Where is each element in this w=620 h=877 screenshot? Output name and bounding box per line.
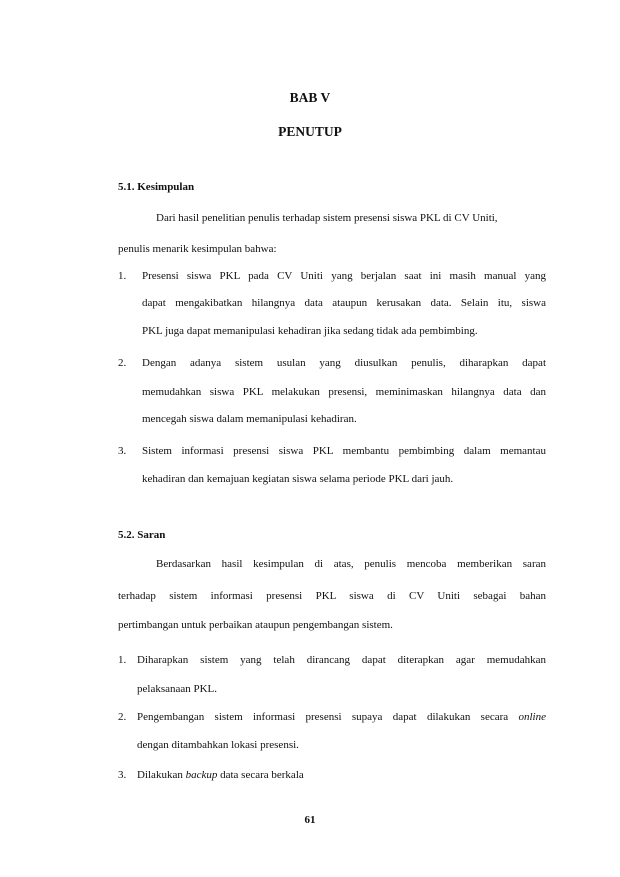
saran-item-3-text-before: Dilakukan xyxy=(137,769,186,781)
saran-intro-line-1: Berdasarkan hasil kesimpulan di atas, penulis mencoba memberikan saran xyxy=(156,558,546,570)
saran-item-3-line xyxy=(137,769,304,781)
saran-item-2-line-2: dengan ditambahkan lokasi presensi. xyxy=(137,739,299,751)
kesimpulan-item-2-number: 2. xyxy=(118,357,127,369)
saran-item-3-backup-italic: backup xyxy=(185,769,218,781)
kesimpulan-item-2-line-3: mencegah siswa dalam memanipulasi kehadiran. xyxy=(142,413,357,425)
kesimpulan-item-1-number: 1. xyxy=(118,270,127,282)
saran-item-2-number: 2. xyxy=(118,711,127,723)
kesimpulan-item-3-number: 3. xyxy=(118,445,127,457)
kesimpulan-item-1-line-3: PKL juga dapat memanipulasi kehadiran jika sedang tidak ada pembimbing. xyxy=(142,325,478,337)
saran-item-2-line-1 xyxy=(137,711,546,723)
saran-intro-line-3: pertimbangan untuk perbaikan ataupun pengembangan sistem. xyxy=(118,619,393,631)
saran-item-3-number: 3. xyxy=(118,769,127,781)
kesimpulan-item-2-line-1: Dengan adanya sistem usulan yang diusulkan penulis, diharapkan dapat xyxy=(142,357,546,369)
chapter-title: PENUTUP xyxy=(278,124,342,139)
saran-item-2-line-1-text: Pengembangan sistem informasi presensi supaya dapat dilakukan secara xyxy=(137,711,519,723)
page-number: 61 xyxy=(304,814,316,826)
saran-item-1-line-1: Diharapkan sistem yang telah dirancang dapat diterapkan agar memudahkan xyxy=(137,654,546,666)
kesimpulan-item-3-line-1: Sistem informasi presensi siswa PKL membantu pembimbing dalam memantau xyxy=(142,445,546,457)
saran-item-3-text-after: data secara berkala xyxy=(217,769,304,781)
kesimpulan-intro-line-2: penulis menarik kesimpulan bahwa: xyxy=(118,243,277,255)
section-heading-saran: 5.2. Saran xyxy=(118,529,166,541)
chapter-label: BAB V xyxy=(289,90,331,105)
kesimpulan-item-1-line-2: dapat mengakibatkan hilangnya data ataupun kerusakan data. Selain itu, siswa xyxy=(142,297,546,309)
kesimpulan-intro-line-1: Dari hasil penelitian penulis terhadap sistem presensi siswa PKL di CV Uniti, xyxy=(156,212,498,224)
saran-item-1-line-2: pelaksanaan PKL. xyxy=(137,683,218,695)
saran-intro-line-2: terhadap sistem informasi presensi PKL siswa di CV Uniti sebagai bahan xyxy=(118,590,546,602)
section-heading-kesimpulan: 5.1. Kesimpulan xyxy=(118,181,195,193)
kesimpulan-item-1-line-1: Presensi siswa PKL pada CV Uniti yang berjalan saat ini masih manual yang xyxy=(142,270,546,282)
kesimpulan-item-2-line-2: memudahkan siswa PKL melakukan presensi, meminimaskan hilangnya data dan xyxy=(142,386,546,398)
kesimpulan-item-3-line-2: kehadiran dan kemajuan kegiatan siswa selama periode PKL dari jauh. xyxy=(142,473,454,485)
saran-item-2-online-italic: online xyxy=(518,711,546,723)
saran-item-1-number: 1. xyxy=(118,654,127,666)
